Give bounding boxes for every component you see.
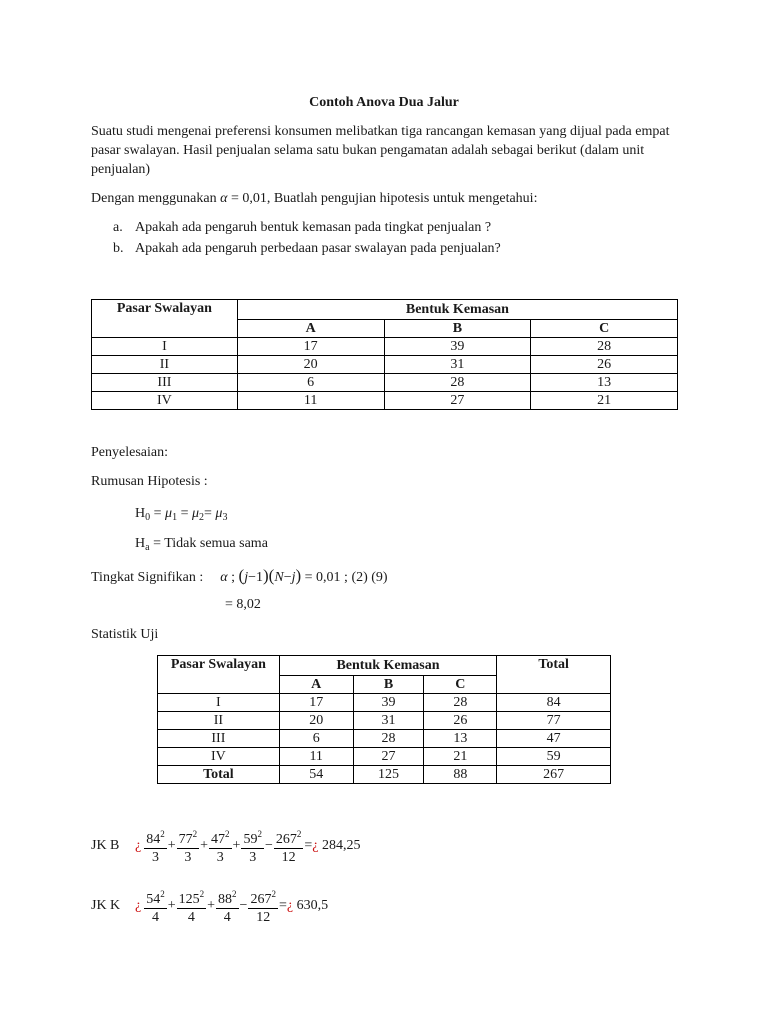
ha-letter: H (135, 536, 146, 551)
ha-subscript: a (145, 542, 150, 553)
row-label: Total (158, 766, 280, 784)
sales-table (91, 299, 678, 410)
table-cell: 26 (531, 356, 678, 374)
row-label: I (92, 338, 238, 356)
jkb-label: JK B (91, 838, 120, 853)
row-label: I (158, 694, 280, 712)
total-row (158, 766, 611, 784)
fraction: $\frac{267^2}{12}$ (248, 886, 278, 926)
fraction: $\frac{77^2}{3}$ (177, 826, 200, 866)
inverted-question-glyph: ¿ (312, 838, 319, 853)
table-row (92, 392, 678, 410)
alpha-symbol: α (220, 191, 228, 206)
table-cell: 26 (424, 712, 497, 730)
column-header: A (237, 320, 384, 338)
j-symbol: j (291, 570, 296, 585)
solution-label: Penyelesaian: (91, 445, 168, 460)
h0-subscript: 0 (145, 512, 151, 523)
column-header: C (531, 320, 678, 338)
fraction: $\frac{59^2}{3}$ (241, 826, 264, 866)
one-digit: 1 (256, 570, 263, 585)
table-cell: 11 (237, 392, 384, 410)
row-header: Pasar Swalayan (92, 300, 238, 338)
column-header: B (353, 676, 424, 694)
table-cell: 13 (424, 730, 497, 748)
table-cell: 21 (424, 748, 497, 766)
column-total: 125 (353, 766, 424, 784)
question-text: Apakah ada pengaruh perbedaan pasar swalayan pada penjualan? (135, 241, 501, 256)
table-cell: 17 (279, 694, 353, 712)
table-row (158, 712, 611, 730)
table-cell: 11 (279, 748, 353, 766)
jkk-formula: JK K ¿ $\frac{54^2}{4}$ + $\frac{125^2}{4}$ + $\frac{88^2}{4}$ − $\frac{267^2}{12}$ = ¿ 630,5 (91, 884, 328, 928)
hypothesis-label: Rumusan Hipotesis : (91, 474, 208, 489)
mu-symbol: μ (215, 506, 223, 521)
group-header: Bentuk Kemasan (279, 656, 496, 676)
fraction: $\frac{84^2}{3}$ (144, 826, 167, 866)
column-header: B (384, 320, 531, 338)
jkk-label: JK K (91, 898, 121, 913)
fraction: $\frac{88^2}{4}$ (216, 886, 239, 926)
table-cell: 31 (353, 712, 424, 730)
significance-line: Tingkat Signifikan : α ; (j−1)(N−j) = 0,01 ; (2) (9) (91, 566, 388, 585)
table-cell: 39 (353, 694, 424, 712)
alpha-line-rest: = 0,01, Buatlah pengujian hipotesis untuk mengetahui: (227, 191, 538, 206)
alt-hypothesis (135, 536, 268, 553)
question-text: Apakah ada pengaruh bentuk kemasan pada tingkat penjualan ? (135, 220, 492, 235)
total-header: Total (497, 656, 611, 694)
significance-label: Tingkat Signifikan : (91, 570, 204, 585)
ha-text: = Tidak semua sama (149, 536, 268, 551)
table-row (92, 338, 678, 356)
alpha-line-prefix: Dengan menggunakan (91, 191, 217, 206)
table-cell: 39 (384, 338, 531, 356)
question-item (113, 220, 491, 236)
alpha-symbol: α (220, 570, 228, 585)
mu-subscript: 1 (172, 512, 178, 523)
question-item (113, 241, 501, 257)
row-label: II (92, 356, 238, 374)
intro-paragraph: Suatu studi mengenai preferensi konsumen melibatkan tiga rancangan kemasan yang dijual pada empat pasar swalayan. Hasil penjualan selama satu bukan pengamatan adalah sebagai berikut (dalam unit penjualan) (91, 124, 670, 177)
table-cell: 28 (531, 338, 678, 356)
table-cell: 27 (353, 748, 424, 766)
row-total: 77 (497, 712, 611, 730)
inverted-question-glyph: ¿ (135, 838, 142, 853)
table-row (158, 694, 611, 712)
table-cell: 28 (384, 374, 531, 392)
row-label: III (158, 730, 280, 748)
h0-letter: H (135, 506, 146, 521)
row-label: IV (158, 748, 280, 766)
row-label: II (158, 712, 280, 730)
significance-value: = 0,01 ; (2) (9) (301, 570, 388, 585)
group-header: Bentuk Kemasan (237, 300, 677, 320)
totals-table (157, 655, 611, 784)
table-cell: 27 (384, 392, 531, 410)
column-total: 88 (424, 766, 497, 784)
table-cell: 20 (237, 356, 384, 374)
mu-symbol: μ (191, 506, 199, 521)
significance-result: = 8,02 (225, 597, 261, 612)
table-row (92, 374, 678, 392)
mu-subscript: 3 (222, 512, 228, 523)
table-cell: 28 (353, 730, 424, 748)
table-cell: 31 (384, 356, 531, 374)
grand-total: 267 (497, 766, 611, 784)
fraction: $\frac{47^2}{3}$ (209, 826, 232, 866)
table-cell: 17 (237, 338, 384, 356)
row-total: 59 (497, 748, 611, 766)
table-cell: 13 (531, 374, 678, 392)
table-cell: 21 (531, 392, 678, 410)
column-header: C (424, 676, 497, 694)
table-cell: 6 (237, 374, 384, 392)
fraction: $\frac{54^2}{4}$ (144, 886, 167, 926)
table-cell: 20 (279, 712, 353, 730)
table-cell: 6 (279, 730, 353, 748)
page-title: Contoh Anova Dua Jalur (309, 95, 459, 110)
question-marker: b. (113, 241, 124, 256)
row-total: 84 (497, 694, 611, 712)
alpha-line (91, 191, 537, 207)
table-row (92, 356, 678, 374)
table-row (158, 730, 611, 748)
inverted-question-glyph: ¿ (135, 898, 142, 913)
fraction: $\frac{267^2}{12}$ (274, 826, 304, 866)
row-total: 47 (497, 730, 611, 748)
row-header: Pasar Swalayan (158, 656, 280, 694)
stat-label: Statistik Uji (91, 627, 159, 642)
mu-subscript: 2 (199, 512, 204, 523)
j-symbol: j (244, 570, 249, 585)
table-cell: 28 (424, 694, 497, 712)
row-label: III (92, 374, 238, 392)
column-header: A (279, 676, 353, 694)
table-row (158, 748, 611, 766)
null-hypothesis: $H_0 = \mu_1 = \mu_2= \mu_3$ (135, 506, 228, 523)
question-marker: a. (113, 220, 123, 235)
jkk-result: 630,5 (296, 898, 329, 913)
row-label: IV (92, 392, 238, 410)
fraction: $\frac{125^2}{4}$ (177, 886, 207, 926)
jkb-formula: JK B ¿ $\frac{84^2}{3}$ + $\frac{77^2}{3}$ + $\frac{47^2}{3}$ + $\frac{59^2}{3}$ − $\frac{267^2}{12}$ = ¿ 284,25 (91, 824, 360, 868)
mu-symbol: μ (165, 506, 173, 521)
n-symbol: N (274, 570, 284, 585)
column-total: 54 (279, 766, 353, 784)
jkb-result: 284,25 (321, 838, 361, 853)
inverted-question-glyph: ¿ (286, 898, 294, 913)
